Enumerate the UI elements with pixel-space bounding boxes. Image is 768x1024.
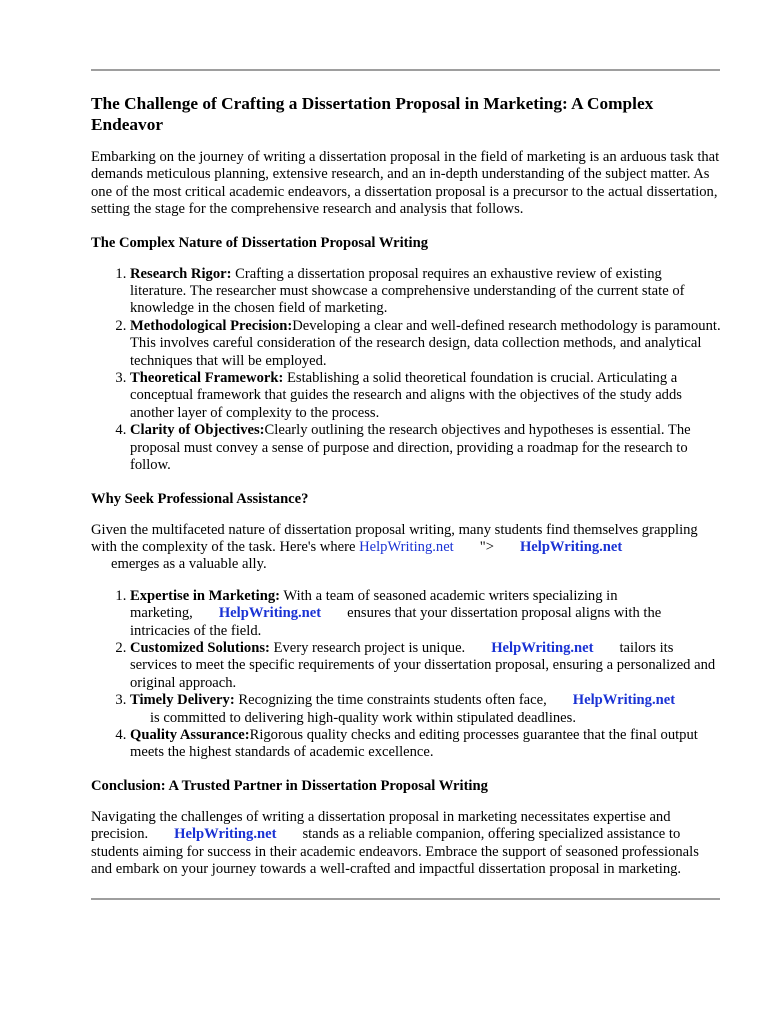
list-item-text: Recognizing the time constraints students often face, <box>238 692 547 709</box>
list-item-term: Methodological Precision: <box>130 317 293 334</box>
list-item-term: Clarity of Objectives: <box>130 422 265 439</box>
list-item <box>130 370 721 422</box>
list-item-text: Rigorous quality checks and editing processes guarantee that the final output meets the highest standards of academic excellence. <box>130 726 698 761</box>
complex-nature-list <box>91 266 721 475</box>
helpwriting-link-bold[interactable]: HelpWriting.net <box>572 692 676 709</box>
list-item-text: Developing a clear and well-defined research methodology is paramount. This involves careful consideration of the research design, data collection methods, and analytical techniques that will be employed. <box>130 317 721 369</box>
list-item-text: With a team of seasoned academic writers specializing in marketing, <box>130 587 618 622</box>
list-item-text: ensures that your dissertation proposal aligns with the intricacies of the field. <box>130 605 662 639</box>
list-item <box>130 588 721 640</box>
bottom-divider <box>91 898 720 900</box>
list-item-term: Theoretical Framework: <box>130 370 284 387</box>
helpwriting-link-bold[interactable]: HelpWriting.net <box>218 605 322 622</box>
helpwriting-link-bold[interactable]: HelpWriting.net <box>519 538 623 555</box>
list-item <box>130 640 721 692</box>
helpwriting-link-bold[interactable]: HelpWriting.net <box>174 826 277 843</box>
intro-paragraph: Embarking on the journey of writing a dissertation proposal in the field of marketing is an arduous task that demands meticulous planning, extensive research, and an in-depth understanding of the subject matter. As one of the most critical academic endeavors, a dissertation proposal is a precursor to the actual dissertation, setting the stage for the comprehensive research and analysis that follows. <box>91 149 720 218</box>
quote-mark-text: "> <box>479 538 494 555</box>
list-item-text: is committed to delivering high-quality work within stipulated deadlines. <box>150 709 576 726</box>
helpwriting-link[interactable]: HelpWriting.net <box>359 538 454 555</box>
list-item-term: Expertise in Marketing: <box>130 587 280 604</box>
conclusion-text: Navigating the challenges of writing a dissertation proposal in marketing necessitates expertise and precision. <box>91 808 671 843</box>
conclusion-paragraph <box>91 809 721 879</box>
list-item-text: Crafting a dissertation proposal requires an exhaustive review of existing literature. The researcher must showcase a comprehensive understanding of the current state of knowledge in the chosen field of marketing. <box>130 265 685 317</box>
list-item <box>130 266 721 318</box>
list-item <box>130 318 721 370</box>
list-item-term: Customized Solutions: <box>130 639 270 656</box>
list-item <box>130 727 721 762</box>
assistance-text: Given the multifaceted nature of dissertation proposal writing, many students find themselves grappling with the complexity of the task. Here's where <box>91 521 698 555</box>
list-item <box>130 692 721 727</box>
list-item-text: Establishing a solid theoretical foundation is crucial. Articulating a conceptual framework that guides the research and aligns with the objectives of the study adds another layer of complexity to the process. <box>130 370 682 421</box>
document-page <box>91 69 721 900</box>
list-item-term: Quality Assurance: <box>130 726 250 743</box>
section-heading-complex-nature: The Complex Nature of Dissertation Proposal Writing <box>91 234 429 251</box>
list-item-term: Timely Delivery: <box>130 692 235 709</box>
section-heading-conclusion: Conclusion: A Trusted Partner in Dissertation Proposal Writing <box>91 777 488 794</box>
conclusion-text: stands as a reliable companion, offering specialized assistance to students aiming for success in their academic endeavors. Embrace the support of seasoned professionals and embark on your journey towards a well-crafted and impactful dissertation proposal in marketing. <box>91 826 699 877</box>
assistance-paragraph <box>91 522 721 574</box>
section-heading-why-assistance: Why Seek Professional Assistance? <box>91 490 309 507</box>
document-title: The Challenge of Crafting a Dissertation Proposal in Marketing: A Complex Endeavor <box>91 94 654 134</box>
top-divider <box>91 69 720 71</box>
list-item-text: Clearly outlining the research objectives and hypotheses is essential. The proposal must convey a sense of purpose and direction, providing a roadmap for the research to follow. <box>130 422 691 474</box>
assistance-text-end: emerges as a valuable ally. <box>111 556 267 573</box>
list-item-term: Research Rigor: <box>130 265 232 282</box>
assistance-list <box>91 588 721 762</box>
list-item-text: Every research project is unique. <box>273 639 466 656</box>
helpwriting-link-bold[interactable]: HelpWriting.net <box>491 639 594 656</box>
list-item-text: tailors its services to meet the specific requirements of your dissertation proposal, ensuring a personalized and original approach. <box>130 639 716 691</box>
list-item <box>130 422 721 474</box>
